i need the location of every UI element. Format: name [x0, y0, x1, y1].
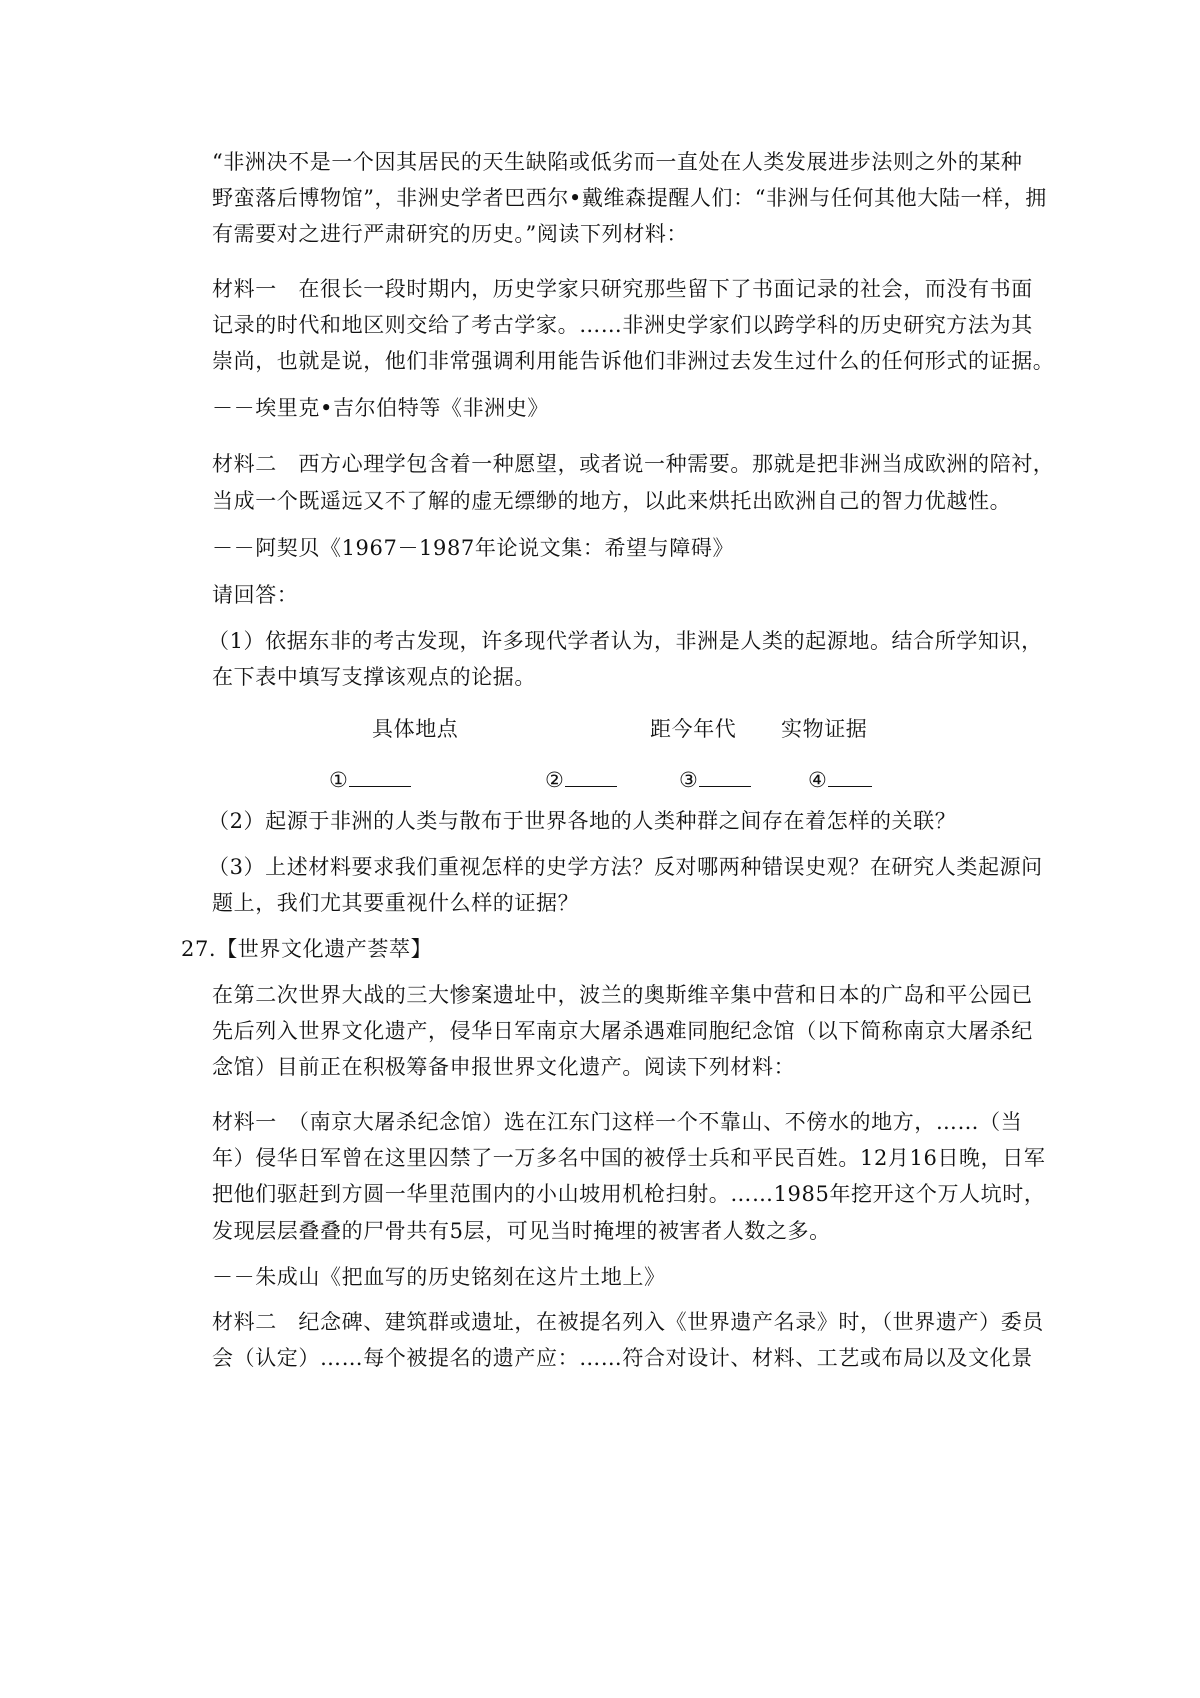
q27-material2-line-2: 会（认定）……每个被提名的遗产应：……符合对设计、材料、工艺或布局以及文化景 — [212, 1346, 1033, 1370]
blank-marker-4: ④ — [808, 768, 828, 792]
q27-intro-line-3: 念馆）目前正在积极筹备申报世界文化遗产。阅读下列材料： — [212, 1055, 796, 1079]
table-header-location: 具体地点 — [372, 717, 459, 741]
question-1-line-1: （1）依据东非的考古发现，许多现代学者认为，非洲是人类的起源地。结合所学知识， — [208, 629, 1043, 653]
answer-prompt: 请回答： — [212, 583, 299, 607]
answer-blank-2[interactable] — [545, 764, 617, 795]
question-3-line-2: 题上，我们尤其要重视什么样的证据？ — [212, 891, 580, 915]
intro-line-2: 野蛮落后博物馆”，非洲史学者巴西尔•戴维森提醒人们：“非洲与任何其他大陆一样，拥 — [212, 186, 1047, 210]
blank-line-4 — [828, 764, 872, 787]
q27-intro-line-2: 先后列入世界文化遗产，侵华日军南京大屠杀遇难同胞纪念馆（以下简称南京大屠杀纪 — [212, 1019, 1033, 1043]
q27-material1-line-1: 材料一 （南京大屠杀纪念馆）选在江东门这样一个不靠山、不傍水的地方，……（当 — [212, 1110, 1023, 1134]
material1-line-1: 材料一 在很长一段时期内，历史学家只研究那些留下了书面记录的社会，而没有书面 — [212, 277, 1033, 301]
material1-line-3: 崇尚，也就是说，他们非常强调利用能告诉他们非洲过去发生过什么的任何形式的证据。 — [212, 349, 1055, 373]
intro-line-3: 有需要对之进行严肃研究的历史。”阅读下列材料： — [212, 222, 689, 246]
blank-marker-2: ② — [545, 768, 565, 792]
q27-intro-line-1: 在第二次世界大战的三大惨案遗址中，波兰的奥斯维辛集中营和日本的广岛和平公园已 — [212, 983, 1033, 1007]
q27-material1-source: －－朱成山《把血写的历史铭刻在这片土地上》 — [212, 1265, 666, 1289]
material2-line-1: 材料二 西方心理学包含着一种愿望，或者说一种需要。那就是把非洲当成欧洲的陪衬， — [212, 452, 1055, 476]
material2-source: －－阿契贝《1967－1987年论说文集：希望与障碍》 — [212, 536, 735, 560]
material2-line-2: 当成一个既遥远又不了解的虚无缥缈的地方，以此来烘托出欧洲自己的智力优越性。 — [212, 489, 1012, 513]
table-header-evidence: 实物证据 — [781, 717, 868, 741]
question-3-line-1: （3）上述材料要求我们重视怎样的史学方法？反对哪两种错误史观？在研究人类起源问 — [208, 855, 1043, 879]
blank-line-1 — [349, 764, 411, 787]
blank-marker-1: ① — [329, 768, 349, 792]
question-2: （2）起源于非洲的人类与散布于世界各地的人类种群之间存在着怎样的关联？ — [208, 809, 957, 833]
question-27-title: 27.【世界文化遗产荟萃】 — [181, 937, 433, 961]
answer-blank-1[interactable] — [329, 764, 411, 795]
q27-material2-line-1: 材料二 纪念碑、建筑群或遗址，在被提名列入《世界遗产名录》时，（世界遗产）委员 — [212, 1310, 1044, 1334]
blank-marker-3: ③ — [679, 768, 699, 792]
blank-line-2 — [565, 764, 617, 787]
q27-material1-line-2: 年）侵华日军曾在这里囚禁了一万多名中国的被俘士兵和平民百姓。12月16日晚，日军 — [212, 1146, 1046, 1170]
material1-source: －－埃里克•吉尔伯特等《非洲史》 — [212, 396, 549, 420]
blank-line-3 — [699, 764, 751, 787]
material1-line-2: 记录的时代和地区则交给了考古学家。……非洲史学家们以跨学科的历史研究方法为其 — [212, 313, 1033, 337]
q27-material1-line-3: 把他们驱赶到方圆一华里范围内的小山坡用机枪扫射。……1985年挖开这个万人坑时， — [212, 1182, 1046, 1206]
answer-blank-4[interactable] — [808, 764, 872, 795]
answer-blank-3[interactable] — [679, 764, 751, 795]
q27-material1-line-4: 发现层层叠叠的尸骨共有5层，可见当时掩埋的被害者人数之多。 — [212, 1219, 831, 1243]
intro-line-1: “非洲决不是一个因其居民的天生缺陷或低劣而一直处在人类发展进步法则之外的某种 — [212, 150, 1023, 174]
question-1-line-2: 在下表中填写支撑该观点的论据。 — [212, 665, 536, 689]
table-header-age: 距今年代 — [650, 717, 737, 741]
